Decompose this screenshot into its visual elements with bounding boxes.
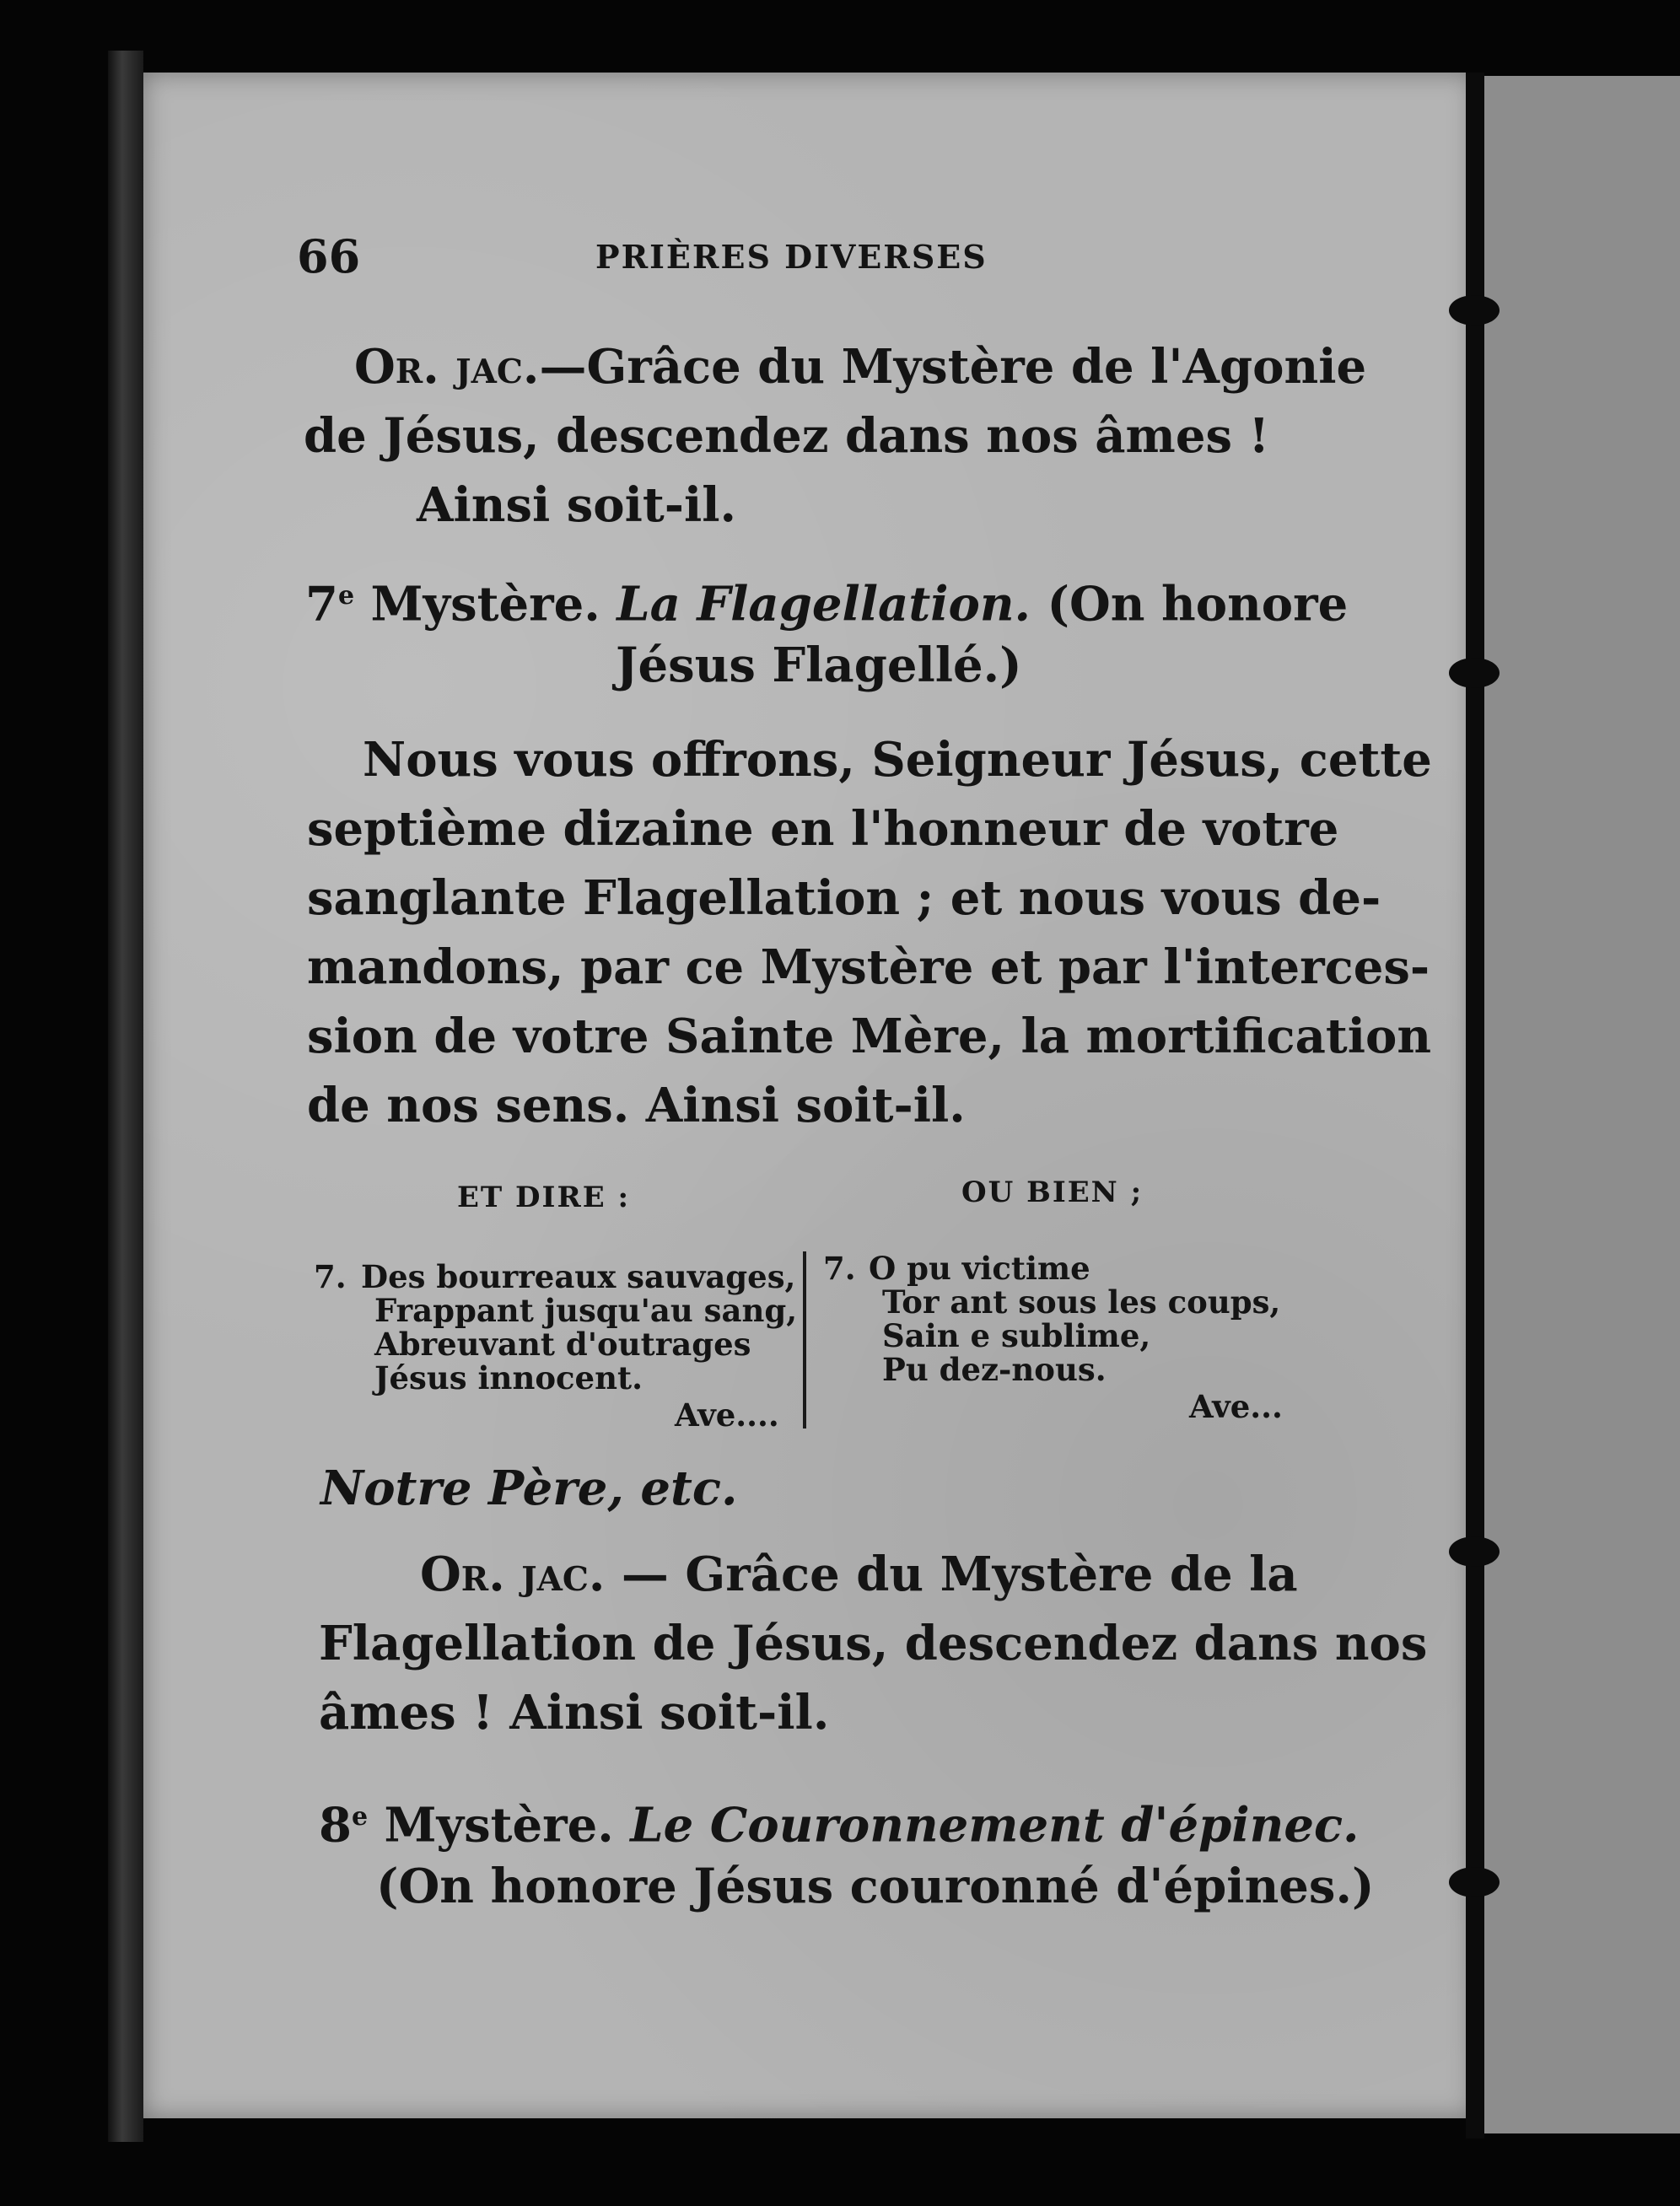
mystery-title: Le Couronnement d'épinec. <box>630 1797 1360 1854</box>
mystery-8-heading <box>319 1783 1360 1860</box>
oraison-2-line-2: Flagellation de Jésus, descendez dans nos <box>319 1616 1428 1671</box>
ave-right: Ave... <box>1189 1388 1283 1425</box>
mystery-7-note-line-2: Jésus Flagellé.) <box>616 638 1022 693</box>
oraison-lead: Or. jac. <box>354 339 540 395</box>
mystery-label: Mystère. <box>354 576 617 632</box>
prayer-line: sion de votre Sainte Mère, la mortification <box>307 1009 1432 1064</box>
verse-line-right: Pu dez-nous. <box>882 1351 1107 1388</box>
binding-clasp <box>1449 1867 1500 1897</box>
verse-number-left: 7. <box>314 1258 347 1295</box>
binding-clasp <box>1449 295 1500 326</box>
mystery-number: 8 <box>319 1797 352 1854</box>
book-spine <box>108 51 143 2142</box>
oraison-text: —Grâce du Mystère de l'Agonie <box>539 339 1367 395</box>
oraison-line-3: Ainsi soit-il. <box>417 477 737 533</box>
page-number: 66 <box>297 229 361 283</box>
facing-page-edge <box>1484 76 1680 2133</box>
ave-left: Ave.... <box>675 1396 779 1434</box>
verse-line-left: Abreuvant d'outrages <box>374 1326 751 1363</box>
verse-line-right: O pu victime <box>869 1250 1090 1287</box>
binding-clasp <box>1449 658 1500 688</box>
mystery-title: La Flagellation. <box>617 576 1031 632</box>
prayer-line: de nos sens. Ainsi soit-il. <box>307 1078 966 1133</box>
ordinal-suffix: e <box>337 581 355 611</box>
oraison-2-line-3: âmes ! Ainsi soit-il. <box>319 1685 830 1741</box>
prayer-line: septième dizaine en l'honneur de votre <box>307 801 1339 857</box>
page-gutter <box>1466 73 1484 2139</box>
mystery-7-heading <box>305 562 1348 639</box>
oraison-2-line-1 <box>420 1540 1298 1609</box>
prayer-line: Nous vous offrons, Seigneur Jésus, cette <box>363 732 1432 788</box>
verse-line-left: Jésus innocent. <box>374 1359 643 1396</box>
column-divider <box>803 1251 806 1429</box>
verse-line-left: Frappant jusqu'au sang, <box>374 1292 798 1329</box>
oraison-lead: Or. jac. <box>420 1547 606 1602</box>
mystery-number: 7 <box>305 576 338 632</box>
oraison-line-1 <box>354 332 1366 401</box>
ordinal-suffix: e <box>351 1802 369 1832</box>
verse-line-left: Des bourreaux sauvages, <box>361 1258 796 1295</box>
verse-line-right: Tor ant sous les coups, <box>882 1283 1281 1321</box>
verse-number-right: 7. <box>823 1250 856 1287</box>
oraison-text: — Grâce du Mystère de la <box>605 1547 1298 1602</box>
notre-pere-line: Notre Père, etc. <box>320 1461 738 1516</box>
binding-clasp <box>1449 1536 1500 1567</box>
prayer-line: sanglante Flagellation ; et nous vous de- <box>307 870 1381 926</box>
verse-line-right: Sain e sublime, <box>882 1317 1151 1354</box>
oraison-line-2: de Jésus, descendez dans nos âmes ! <box>304 408 1270 464</box>
running-head: PRIÈRES DIVERSES <box>595 238 988 276</box>
column-head-right: OU BIEN ; <box>961 1176 1144 1209</box>
prayer-line: mandons, par ce Mystère et par l'interces- <box>307 939 1430 995</box>
column-head-left: ET DIRE : <box>457 1181 630 1214</box>
mystery-label: Mystère. <box>368 1797 631 1854</box>
mystery-8-note: (On honore Jésus couronné d'épines.) <box>376 1859 1375 1914</box>
mystery-note: (On honore <box>1031 576 1349 632</box>
